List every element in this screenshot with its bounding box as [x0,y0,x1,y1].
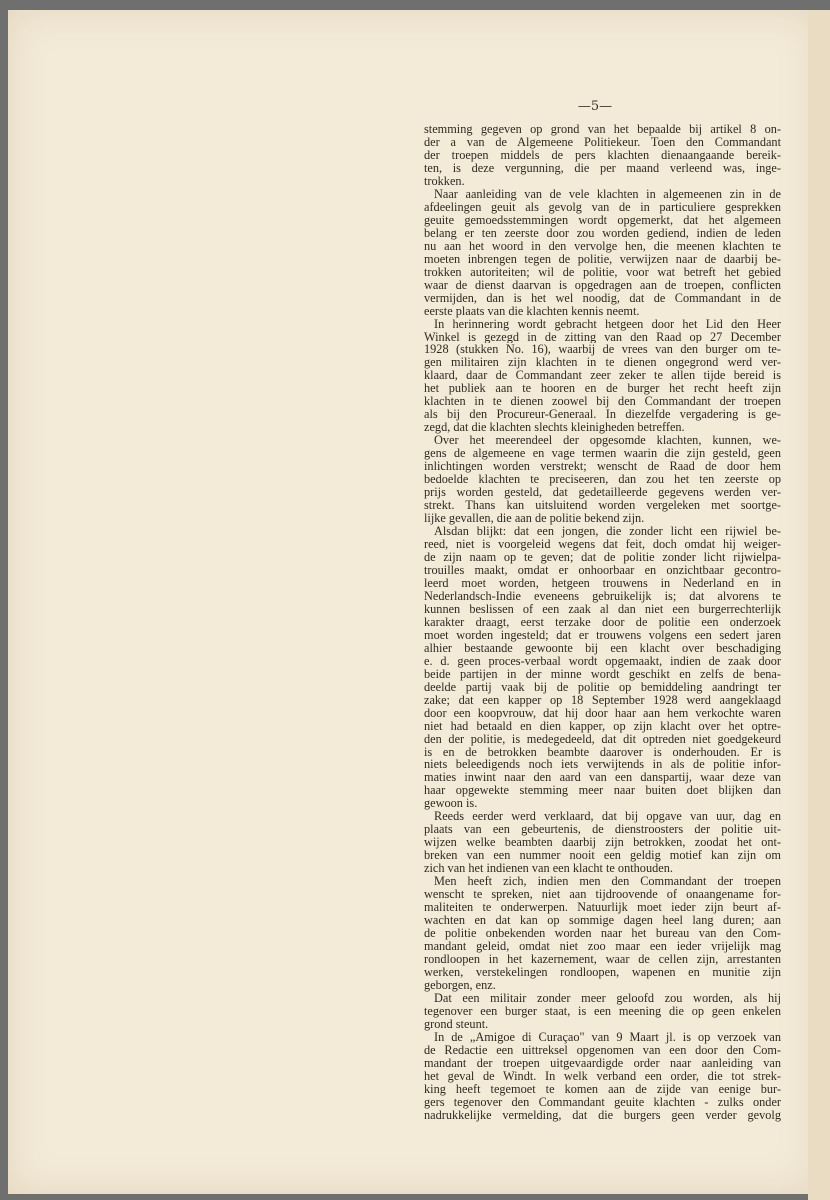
text-line: Men heeft zich, indien men den Commandant der troepen [434,875,781,889]
text-line: inlichtingen worden verstrekt; wenscht de Raad de door hem [424,460,781,474]
text-line: grond steunt. [424,1017,489,1031]
text-line: Nederlandsch-Indie eveneens gebruikelijk is; dat alvorens te [424,589,781,603]
text-line: trokken autoriteiten; wil de politie, voor wat betreft het gebied [424,265,781,279]
text-line: nadrukkelijke vermelding, dat die burgers geen verder gevolg [424,1108,781,1122]
page-number: —5— [577,99,613,114]
text-line: afdeelingen geuit als gevolg van de in particuliere gesprekken [424,200,781,214]
text-line: is en de betrokken beambte daarover is onderhouden. Er is [424,745,781,759]
text-line: maliteiten te onderwerpen. Natuurlijk moet ieder zijn beurt af- [424,901,781,915]
text-line: het publiek aan te hooren en de burger het recht heeft zijn [424,382,781,396]
text-line: vermijden, dan is het wel noodig, dat de Commandant in de [424,291,781,305]
text-line: door een koopvrouw, dat hij door haar aan hem verkochte waren [424,706,781,720]
text-line: klachten in te dienen zoowel bij den Commandant der troepen [424,395,781,409]
text-line: kunnen beslissen of een zaak al dan niet een burgerrechterlijk [424,602,781,616]
text-line: In de „Amigoe di Curaçao" van 9 Maart jl. is op verzoek van [434,1030,781,1044]
text-line: king heeft tegemoet te komen aan de zijde van eenige bur- [424,1082,781,1096]
text-line: zake; dat een kapper op 18 September 1928 werd aangeklaagd [424,693,781,707]
text-line: reed, niet is voorgeleid wegens dat feit, doch omdat hij weiger- [424,538,781,551]
text-line: wenscht te spreken, niet aan tijdroovende of onaangename for- [424,888,781,902]
text-line: Winkel is gezegd in de zitting van den Raad op 27 December [424,330,781,344]
text-line: werken, verstekelingen rondloopen, wapenen en munitie zijn [424,965,781,979]
text-line: bedoelde klachten te preciseeren, dan zou het ten zeerste op [424,473,781,487]
text-line: ten, is deze vergunning, die per maand verleend was, inge- [424,161,781,175]
text-line: Dat een militair zonder meer geloofd zou worden, als hij [434,991,781,1005]
text-line: gens de algemeene en vage termen waarin die zijn gesteld, geen [424,447,781,461]
text-line: moet worden ingesteld; dat er trouwens volgens een sedert jaren [424,628,781,642]
text-line: moeten inbrengen tegen de politie, verwijzen naar de daarbij be- [424,252,781,266]
text-line: den der politie, is medegedeeld, dat dit optreden niet goedgekeurd [424,732,781,746]
text-line: Naar aanleiding van de vele klachten in algemeenen zin in de [434,187,781,201]
text-line: zegd, dat die klachten slechts kleinigheden betreffen. [424,421,685,435]
text-line: stemming gegeven op grond van het bepaalde bij artikel 8 on- [424,123,781,136]
text-line: trokken. [424,174,465,188]
text-line: mandant der troepen uitgevaardigde order naar aanleiding van [424,1056,781,1070]
text-line: belang er ten zeerste door zou worden gediend, indien de leden [424,226,781,240]
text-line: breken van een nummer nooit een geldig motief kan zijn om [424,849,781,863]
text-line: klaard, daar de Commandant zeer zeker te allen tijde bereid is [424,369,781,383]
text-line: Alsdan blijkt: dat een jongen, die zonder licht een rijwiel be- [434,525,781,538]
text-line: het geval de Windt. In welk verband een order, die tot strek- [424,1069,781,1083]
text-line: karakter draagt, eerst terzake door de politie een onderzoek [424,615,781,629]
text-line: wachten en dat kan op sommige dagen heel lang duren; aan [424,914,781,928]
text-line: haar opgewekte stemming meer naar buiten doet blijken dan [424,784,781,798]
page-edge [808,10,830,1200]
text-line: wijzen welke beambten daarbij zijn betrokken, zoodat het ont- [424,836,781,850]
text-line: zich van het indienen van een klacht te onthouden. [424,862,673,876]
text-line: e. d. geen proces-verbaal wordt opgemaakt, indien de zaak door [424,654,781,668]
text-line: de zijn naam op te geven; dat de politie zonder licht rijwielpa- [424,550,781,564]
text-line: strekt. Thans kan uitsluitend worden vergeleken met soortge- [424,499,781,513]
text-line: der troepen middels de pers klachten dienaangaande bereik- [424,148,781,162]
text-line: niets beleedigends noch iets verwijtends in als de politie infor- [424,758,781,772]
text-line: leerd moet worden, hetgeen trouwens in Nederland en in [424,576,781,590]
text-line: lijke gevallen, die aan de politie bekend zijn. [424,512,645,526]
text-line: alhier bestaande gewoonte bij een klacht over beschadiging [424,641,781,655]
text-line: rondloopen in het kazernement, waar de cellen zijn, arrestanten [424,953,781,966]
text-line: waar de dienst daarvan is opgedragen aan de troepen, conflicten [424,278,781,292]
text-line: prijs worden gesteld, dat gedetailleerde gegevens werden ver- [424,486,781,500]
text-line: gewoon is. [424,797,478,811]
text-line: de Redactie een uittreksel opgenomen van een door den Com- [424,1043,781,1057]
text-column [424,123,781,1122]
text-line: In herinnering wordt gebracht hetgeen door het Lid den Heer [434,317,781,331]
text-line: gers tegenover den Commandant geuite klachten - zulks onder [424,1095,781,1109]
text-line: der a van de Algemeene Politiekeur. Toen den Commandant [424,135,781,149]
text-line: Reeds eerder werd verklaard, dat bij opgave van uur, dag en [434,810,781,824]
text-line: 1928 (stukken No. 16), waarbij de vrees van den burger om te- [424,343,781,357]
text-line: trouilles maakt, omdat er onhoorbaar en onzichtbaar gecontro- [424,563,781,577]
text-line: gen militairen zijn klachten in te dienen ongegrond werd ver- [424,356,781,370]
text-line: niet had betaald en dien kapper, op zijn klacht over het optre- [424,719,781,733]
text-line: deelde partij vaak bij de politie op bemiddeling aandringt ter [424,680,781,694]
text-line: geuite gemoedsstemmingen wordt opgemerkt, dat het algemeen [424,213,781,227]
text-line: maties inwint naar den aard van een danspartij, waar deze van [424,771,781,785]
text-line: Over het meerendeel der opgesomde klachten, kunnen, we- [434,434,781,448]
text-line: plaats van een gebeurtenis, de dienstroosters der politie uit- [424,823,781,837]
text-line: geborgen, enz. [424,978,496,992]
text-line: beide partijen in der minne wordt geschikt en zelfs de bena- [424,667,781,681]
text-line: mandant geleid, omdat niet zoo maar een ieder vrijelijk mag [424,940,781,953]
text-line: eerste plaats van die klachten kennis neemt. [424,304,640,318]
text-line: nu aan het woord in den vervolge hen, die meenen klachten te [424,239,781,253]
text-line: de politie onbekenden worden naar het bureau van den Com- [424,927,781,941]
text-line: als bij den Procureur-Generaal. In diezelfde vergadering is ge- [424,408,781,422]
text-line: tegenover een burger staat, is een meening die op geen enkelen [424,1004,781,1018]
